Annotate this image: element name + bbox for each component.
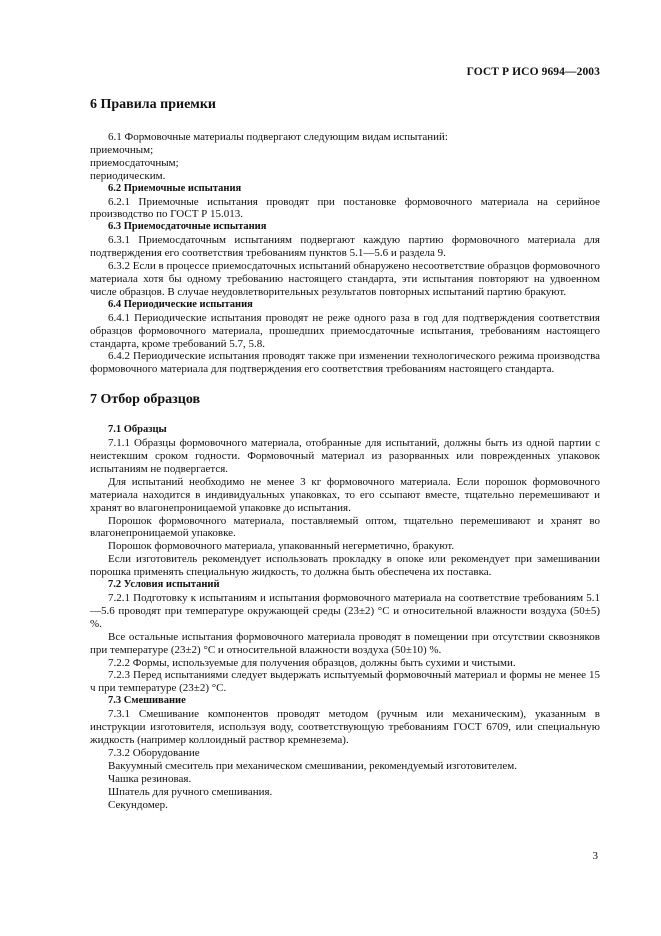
paragraph-6-3-1: 6.3.1 Приемосдаточным испытаниям подвергают каждую партию формовочного материала для подтверждения его соответствия требованиям пунктов 5.1—5.6 и раздела 9. bbox=[90, 234, 600, 260]
equipment-item: Шпатель для ручного смешивания. bbox=[108, 785, 273, 798]
equipment-item: Секундомер. bbox=[108, 798, 168, 811]
paragraph-7-2-3: 7.2.3 Перед испытаниями следует выдержать испытуемый формовочный материал и формы не менее 15 ч при температуре (23±2) °С. bbox=[90, 669, 600, 695]
paragraph-7-1-1-c: Порошок формовочного материала, поставляемый оптом, тщательно перемешивают и хранят во влагонепроницаемой упаковке. bbox=[90, 514, 600, 540]
equipment-item: Чашка резиновая. bbox=[108, 772, 192, 785]
heading-7-3: 7.3 Смешивание bbox=[108, 695, 186, 707]
page-number: 3 bbox=[592, 850, 598, 862]
section-7-title: 7 Отбор образцов bbox=[90, 392, 201, 408]
paragraph-7-1-1: 7.1.1 Образцы формовочного материала, отобранные для испытаний, должны быть из одной партии с неистекшим сроком годности. Формовочный материал из разорванных или поврежденных упаковок испытаниям не подвергается. bbox=[90, 437, 600, 475]
paragraph-7-2-1-b: Все остальные испытания формовочного материала проводят в помещении при отсутствии сквозняков при температуре (23±2) °С и относительной влажности воздуха (50±10) %. bbox=[90, 630, 600, 656]
paragraph-6-3-2: 6.3.2 Если в процессе приемосдаточных испытаний обнаружено несоответствие образцов формовочного материала хотя бы одному требованию настоящего стандарта, эти испытания повторяют на удвоенном числе образцов. В случае неудовлетворительных результатов повторных испытаний партию бракуют. bbox=[90, 260, 600, 298]
heading-6-4: 6.4 Периодические испытания bbox=[108, 298, 253, 310]
list-item: периодическим. bbox=[90, 169, 166, 182]
list-item: приемочным; bbox=[90, 143, 154, 156]
section-6-title: 6 Правила приемки bbox=[90, 97, 216, 112]
paragraph-6-2-1: 6.2.1 Приемочные испытания проводят при постановке формовочного материала на серийное производство по ГОСТ Р 15.013. bbox=[90, 195, 600, 221]
heading-7-2: 7.2 Условия испытаний bbox=[108, 579, 220, 591]
document-code-header: ГОСТ Р ИСО 9694—2003 bbox=[466, 66, 600, 78]
paragraph-7-1-1-e: Если изготовитель рекомендует использовать прокладку в опоке или рекомендует при замешивании порошка применять специальную жидкость, то должна быть обеспечена их поставка. bbox=[90, 553, 600, 579]
heading-7-1: 7.1 Образцы bbox=[108, 424, 167, 436]
paragraph-7-1-1-d: Порошок формовочного материала, упакованный негерметично, бракуют. bbox=[108, 540, 455, 553]
paragraph-7-2-2: 7.2.2 Формы, используемые для получения образцов, должны быть сухими и чистыми. bbox=[108, 656, 516, 669]
list-item: приемосдаточным; bbox=[90, 156, 179, 169]
paragraph-7-2-1: 7.2.1 Подготовку к испытаниям и испытания формовочного материала на соответствие требованиям 5.1—5.6 проводят при температуре окружающей среды (23±2) °С и относительной влажности воздуха (50±5) %. bbox=[90, 592, 600, 630]
paragraph-7-3-2: 7.3.2 Оборудование bbox=[108, 746, 200, 759]
document-body bbox=[90, 97, 600, 811]
paragraph-6-1: 6.1 Формовочные материалы подвергают следующим видам испытаний: bbox=[108, 131, 448, 143]
heading-6-3: 6.3 Приемосдаточные испытания bbox=[108, 221, 267, 233]
test-types-list bbox=[90, 144, 600, 183]
paragraph-7-3-1: 7.3.1 Смешивание компонентов проводят методом (ручным или механическим), указанным в инструкции изготовителя, используя воду, соответствующую требованиям ГОСТ 6709, или специальную жидкость (например коллоидный раствор кремнезема). bbox=[90, 708, 600, 746]
paragraph-6-4-2: 6.4.2 Периодические испытания проводят также при изменении технологического режима производства формовочного материала для подтверждения его соответствия требованиям настоящего стандарта. bbox=[90, 350, 600, 376]
paragraph-7-1-1-b: Для испытаний необходимо не менее 3 кг формовочного материала. Если порошок формовочного материала находится в индивидуальных упаковках, то его ссыпают вместе, тщательно перемешивают и хранят во влагонепроницаемой упаковке до испытания. bbox=[90, 475, 600, 514]
paragraph-6-4-1: 6.4.1 Периодические испытания проводят не реже одного раза в год для подтверждения соответствия образцов формовочного материала, прошедших приемосдаточные испытания, требованиям настоящего стандарта, кроме требований 5.7, 5.8. bbox=[90, 311, 600, 350]
equipment-item: Вакуумный смеситель при механическом смешивании, рекомендуемый изготовителем. bbox=[108, 759, 517, 772]
heading-6-2: 6.2 Приемочные испытания bbox=[108, 182, 242, 194]
